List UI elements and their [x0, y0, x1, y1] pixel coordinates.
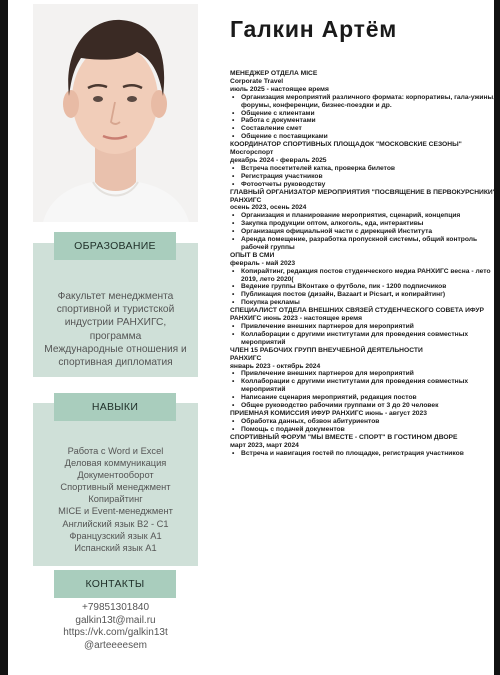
job-title: МЕНЕДЖЕР ОТДЕЛА MICE — [230, 70, 318, 77]
job-period: январь 2023 - октябрь 2024 — [230, 362, 321, 370]
education-line: спортивной и туристской — [56, 304, 175, 316]
contact-email: galkin13t@mail.ru — [75, 614, 156, 626]
duty-item: • Организация официальной части с дирекцией Института — [230, 228, 496, 236]
job-duties — [230, 212, 496, 252]
job-duties — [230, 370, 496, 410]
job-duties — [230, 94, 496, 141]
job-period: декабрь 2024 - февраль 2025 — [230, 156, 327, 164]
job-organization: Мосгорспорт — [230, 149, 274, 157]
duty-item: • Работа с документами — [230, 117, 496, 125]
job-period: февраль - май 2023 — [230, 259, 296, 267]
skill-item: Работа с Word и Excel — [67, 446, 164, 456]
duty-item: • Публикация постов (дизайн, Bazaart и Picsart, и копирайтинг) — [230, 291, 496, 299]
job-duties — [230, 165, 496, 189]
duty-item: • Обработка данных, обзвон абитуриентов — [230, 418, 496, 426]
education-heading: ОБРАЗОВАНИЕ — [54, 232, 176, 260]
skill-item: Испанский язык A1 — [74, 542, 157, 553]
duty-item: • Написание сценария мероприятий, редакция постов — [230, 394, 496, 402]
skills-list — [40, 445, 191, 554]
duty-item: • Регистрация участников — [230, 173, 496, 181]
duty-item: • Общение с клиентами — [230, 110, 496, 118]
contact-vk-link: https://vk.com/galkin13t — [63, 627, 168, 639]
duty-item: • Закупка продукции оптом, алкоголь, еда, интерактивы — [230, 220, 496, 228]
job-entry — [230, 141, 496, 188]
job-title: ОПЫТ В СМИ — [230, 251, 275, 259]
job-period: март 2023, март 2024 — [230, 441, 299, 449]
job-entry — [230, 410, 496, 434]
duty-item: • Копирайтинг, редакция постов студенческого медиа РАНХИГС весна - лето 2019, лето 2020( — [230, 268, 496, 284]
contacts-list — [40, 602, 191, 653]
duty-item: • Организация мероприятий различного формата: корпоративы, гала-ужины, форумы, конференции, бизнес-поездки и др. — [230, 94, 496, 110]
job-duties — [230, 323, 496, 347]
education-line: спортивная дипломатия — [58, 357, 173, 369]
job-entry — [230, 307, 496, 347]
contact-handle: @arteeeesem — [84, 640, 147, 652]
job-title: ГЛАВНЫЙ ОРГАНИЗАТОР МЕРОПРИЯТИЯ "ПОСВЯЩЕНИЕ В ПЕРВОКУРСНИКИ" — [230, 188, 496, 196]
duty-item: • Фотоотчеты руководству — [230, 181, 496, 189]
skill-item: Английский язык B2 - C1 — [62, 518, 169, 529]
candidate-name: Галкин Артём — [230, 16, 398, 42]
duty-item: • Ведение группы ВКонтаке о футболе, пик - 1200 подписчиков — [230, 283, 496, 291]
job-title: ПРИЕМНАЯ КОМИССИЯ ИФУР РАНХИГС июнь - август 2023 — [230, 409, 427, 417]
job-organization: РАНХИГС — [230, 354, 262, 362]
job-title: ЧЛЕН 15 РАБОЧИХ ГРУПП ВНЕУЧЕБНОЙ ДЕЯТЕЛЬНОСТИ — [230, 346, 423, 354]
duty-item: • Аренда помещение, разработка пропускной системы, общий контроль рабочей группы — [230, 236, 496, 252]
skills-heading: НАВЫКИ — [54, 393, 176, 421]
profile-photo — [33, 4, 198, 222]
duty-item: • Составление смет — [230, 125, 496, 133]
skill-item: Спортивный менеджмент — [60, 482, 171, 493]
duty-item: • Общее руководство рабочими группами от 3 до 20 человек — [230, 402, 496, 410]
duty-item: • Коллаборации с другими институтами для проведения совместных мероприятий — [230, 378, 496, 394]
left-border — [0, 0, 8, 675]
job-title: СПЕЦИАЛИСТ ОТДЕЛА ВНЕШНИХ СВЯЗЕЙ СТУДЕНЧЕСКОГО СОВЕТА ИФУР РАНХИГС июнь 2023 - настоящее время — [230, 307, 484, 323]
job-entry — [230, 70, 496, 141]
duty-item: • Встреча и навигация гостей по площадке, регистрация участников — [230, 450, 496, 458]
job-entry — [230, 252, 496, 307]
education-line: Международные отношения и — [44, 343, 187, 355]
job-period: июль 2025 - настоящее время — [230, 85, 329, 93]
duty-item: • Помощь с подачей документов — [230, 426, 496, 434]
person-portrait-icon — [33, 4, 198, 222]
skill-item: MICE и Event-менеджмент — [58, 506, 173, 517]
job-entry — [230, 434, 496, 458]
duty-item: • Встреча посетителей катка, проверка билетов — [230, 165, 496, 173]
duty-item: • Общение с поставщиками — [230, 133, 496, 141]
job-duties — [230, 418, 496, 434]
education-details — [40, 290, 191, 369]
job-period: осень 2023, осень 2024 — [230, 204, 307, 212]
job-title: КООРДИНАТОР СПОРТИВНЫХ ПЛОЩАДОК "МОСКОВСКИЕ СЕЗОНЫ" — [230, 141, 462, 149]
skill-item: Копирайтинг — [88, 494, 143, 505]
skill-item: Французский язык A1 — [69, 530, 162, 541]
job-duties — [230, 450, 496, 458]
duty-item: • Покупка рекламы — [230, 299, 496, 307]
duty-item: • Коллаборации с другими институтами для проведения совместных мероприятий — [230, 331, 496, 347]
job-entry — [230, 189, 496, 252]
job-organization: Corporate Travel — [230, 77, 284, 85]
skill-item: Деловая коммуникация — [64, 458, 167, 469]
job-duties — [230, 268, 496, 308]
job-title: СПОРТИВНЫЙ ФОРУМ "МЫ ВМЕСТЕ - СПОРТ" В ГОСТИНОМ ДВОРЕ — [230, 433, 458, 441]
contact-phone: +79851301840 — [81, 602, 150, 613]
experience-section — [230, 70, 496, 457]
duty-item: • Привлечение внешних партнеров для мероприятий — [230, 370, 496, 378]
skill-item: Документооборот — [77, 470, 154, 481]
job-organization: РАНХИГС — [230, 196, 262, 204]
job-entry — [230, 347, 496, 410]
education-line: Факультет менеджмента — [57, 291, 174, 302]
education-line: индустрии РАНХИГС, программа — [64, 317, 167, 342]
duty-item: • Организация и планирование мероприятия, сценарий, концепция — [230, 212, 496, 220]
duty-item: • Привлечение внешних партнеров для мероприятий — [230, 323, 496, 331]
contacts-heading: КОНТАКТЫ — [54, 570, 176, 598]
